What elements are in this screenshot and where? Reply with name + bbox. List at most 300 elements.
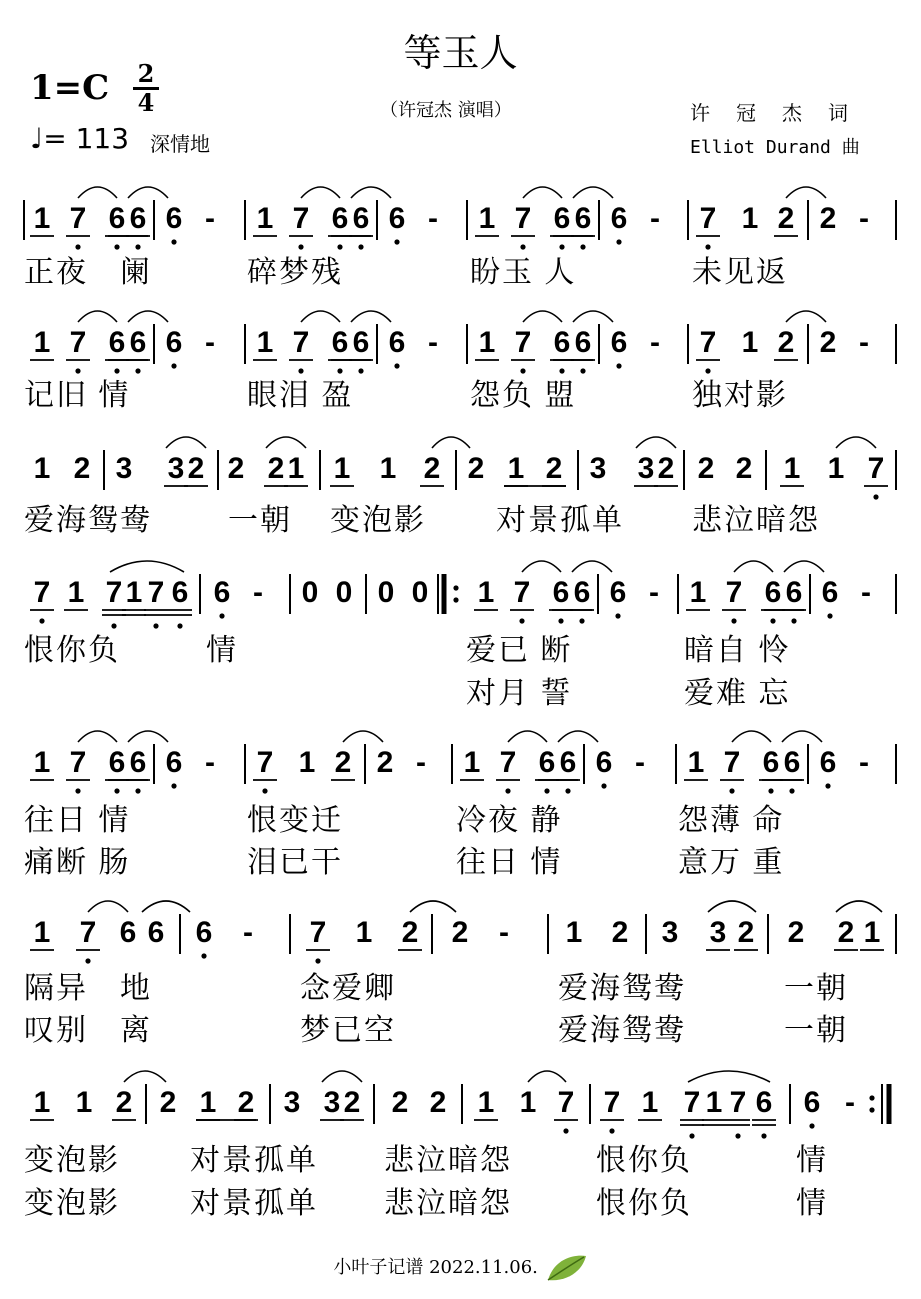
lyric-s7b-5: 情	[796, 1187, 828, 1220]
slur	[266, 437, 306, 448]
dash: -	[253, 576, 263, 609]
note-1: 1	[256, 202, 274, 235]
note-1: 1	[687, 746, 705, 779]
low-octave-dot	[520, 368, 525, 373]
note-7: 7	[867, 452, 885, 485]
note-6: 6	[552, 576, 570, 609]
low-octave-dot	[75, 788, 80, 793]
low-octave-dot	[791, 618, 796, 623]
low-octave-dot	[580, 368, 585, 373]
lyric-s7-3: 悲泣暗怨	[384, 1144, 512, 1177]
lyric-s1-2: 碎梦残	[247, 256, 343, 289]
low-octave-dot	[609, 1128, 614, 1133]
lyric-s5-4: 怨薄 命	[678, 804, 785, 837]
note-7: 7	[699, 326, 717, 359]
note-6: 6	[108, 746, 126, 779]
note-6: 6	[147, 916, 165, 949]
lyric-s7-4: 恨你负	[596, 1144, 692, 1177]
dash: -	[205, 326, 215, 359]
note-1: 1	[565, 916, 583, 949]
note-1: 1	[507, 452, 525, 485]
dash: -	[861, 576, 871, 609]
low-octave-dot	[75, 368, 80, 373]
note-6: 6	[165, 202, 183, 235]
note-7: 7	[729, 1086, 747, 1119]
low-octave-dot	[579, 618, 584, 623]
low-octave-dot	[563, 1128, 568, 1133]
note-7: 7	[69, 326, 87, 359]
note-6: 6	[785, 576, 803, 609]
note-7: 7	[499, 746, 517, 779]
lyric-s4b-1: 对月 誓	[466, 677, 573, 710]
slur	[110, 561, 184, 572]
note-6: 6	[352, 326, 370, 359]
note-7: 7	[725, 576, 743, 609]
note-1: 1	[287, 452, 305, 485]
lyric-s6-3: 爱海鸳鸯	[558, 972, 686, 1005]
note-7: 7	[513, 576, 531, 609]
dash: -	[243, 916, 253, 949]
note-6: 6	[595, 746, 613, 779]
note-6: 6	[129, 326, 147, 359]
note-1: 1	[477, 576, 495, 609]
tie-slur	[351, 187, 391, 198]
dash: -	[845, 1086, 855, 1119]
note-2: 2	[423, 452, 441, 485]
note-6: 6	[119, 916, 137, 949]
slur	[88, 901, 128, 912]
note-1: 1	[67, 576, 85, 609]
lyric-s3-1: 爱海鸳鸯	[24, 504, 152, 537]
dash: -	[428, 326, 438, 359]
footer-credit	[0, 1252, 921, 1284]
note-6: 6	[573, 576, 591, 609]
low-octave-dot	[735, 1133, 740, 1138]
tie-slur	[786, 187, 826, 198]
lyric-s3-3: 变泡影	[330, 504, 426, 537]
dash: -	[428, 202, 438, 235]
note-7: 7	[69, 202, 87, 235]
note-1: 1	[741, 202, 759, 235]
note-1: 1	[33, 202, 51, 235]
note-7: 7	[33, 576, 51, 609]
note-3: 3	[709, 916, 727, 949]
slur	[124, 1071, 166, 1082]
lyric-s7-5: 情	[796, 1144, 828, 1177]
note-0: 0	[411, 576, 429, 609]
slur	[322, 1071, 362, 1082]
note-2: 2	[697, 452, 715, 485]
low-octave-dot	[177, 623, 182, 628]
slur	[528, 1071, 566, 1082]
lyric-s5b-3: 往日 情	[456, 846, 563, 879]
lyric-s7b-4: 恨你负	[596, 1187, 692, 1220]
lyric-s1-4: 未见返	[692, 256, 788, 289]
note-6: 6	[352, 202, 370, 235]
note-7: 7	[309, 916, 327, 949]
lyric-s4-3: 爱已 断	[466, 634, 573, 667]
note-6: 6	[331, 202, 349, 235]
note-7: 7	[292, 326, 310, 359]
low-octave-dot	[789, 788, 794, 793]
note-6: 6	[129, 746, 147, 779]
tie-slur	[784, 561, 824, 572]
tie-slur	[572, 561, 612, 572]
lyric-s7b-2: 对景孤单	[190, 1187, 318, 1220]
note-2: 2	[545, 452, 563, 485]
note-3: 3	[589, 452, 607, 485]
note-7: 7	[514, 326, 532, 359]
note-2: 2	[451, 916, 469, 949]
lyric-s6-2: 念爱卿	[300, 972, 396, 1005]
low-octave-dot	[201, 953, 206, 958]
low-octave-dot	[85, 958, 90, 963]
low-octave-dot	[580, 244, 585, 249]
tie-slur	[573, 311, 613, 322]
slur	[410, 901, 456, 912]
low-octave-dot	[262, 788, 267, 793]
low-octave-dot	[565, 788, 570, 793]
low-octave-dot	[135, 244, 140, 249]
low-octave-dot	[337, 244, 342, 249]
note-6: 6	[165, 326, 183, 359]
low-octave-dot	[731, 618, 736, 623]
note-3: 3	[661, 916, 679, 949]
low-octave-dot	[337, 368, 342, 373]
tie-slur	[301, 311, 340, 322]
dash: -	[650, 326, 660, 359]
note-1: 1	[827, 452, 845, 485]
tie-slur	[78, 731, 117, 742]
slur	[142, 901, 190, 912]
note-6: 6	[610, 202, 628, 235]
note-2: 2	[73, 452, 91, 485]
repeat-dot	[869, 1095, 874, 1100]
low-octave-dot	[75, 244, 80, 249]
lyric-s5-3: 冷夜 静	[456, 804, 563, 837]
note-1: 1	[298, 746, 316, 779]
note-1: 1	[333, 452, 351, 485]
note-2: 2	[267, 452, 285, 485]
note-2: 2	[237, 1086, 255, 1119]
note-2: 2	[227, 452, 245, 485]
time-signature-top: 2	[137, 59, 155, 88]
note-2: 2	[187, 452, 205, 485]
note-2: 2	[819, 202, 837, 235]
song-title: 等玉人	[403, 31, 518, 75]
lyric-s6b-1: 叹别 离	[24, 1014, 152, 1047]
lyric-s4b-2: 爱难 忘	[684, 677, 791, 710]
note-6: 6	[821, 576, 839, 609]
low-octave-dot	[705, 244, 710, 249]
note-7: 7	[147, 576, 165, 609]
low-octave-dot	[39, 618, 44, 623]
low-octave-dot	[705, 368, 710, 373]
low-octave-dot	[135, 788, 140, 793]
note-1: 1	[256, 326, 274, 359]
low-octave-dot	[520, 244, 525, 249]
tie-slur	[732, 731, 771, 742]
dash: -	[859, 746, 869, 779]
note-2: 2	[334, 746, 352, 779]
note-1: 1	[125, 576, 143, 609]
lyric-s6b-3: 爱海鸳鸯	[558, 1014, 686, 1047]
expression-marking: 深情地	[150, 132, 210, 156]
lyric-s6-4: 一朝	[784, 972, 848, 1005]
lyric-s1-1: 正夜 阑	[24, 256, 152, 289]
low-octave-dot	[768, 788, 773, 793]
note-6: 6	[553, 326, 571, 359]
slur	[166, 437, 206, 448]
note-6: 6	[762, 746, 780, 779]
note-2: 2	[819, 326, 837, 359]
note-0: 0	[377, 576, 395, 609]
note-2: 2	[611, 916, 629, 949]
low-octave-dot	[809, 1123, 814, 1128]
low-octave-dot	[616, 363, 621, 368]
note-2: 2	[115, 1086, 133, 1119]
note-6: 6	[388, 326, 406, 359]
note-2: 2	[735, 452, 753, 485]
note-7: 7	[603, 1086, 621, 1119]
dash: -	[416, 746, 426, 779]
note-6: 6	[819, 746, 837, 779]
note-1: 1	[478, 202, 496, 235]
low-octave-dot	[219, 613, 224, 618]
lyric-s5-2: 恨变迁	[247, 804, 343, 837]
performer-credit: （许冠杰 演唱）	[380, 100, 512, 121]
tie-slur	[301, 187, 340, 198]
tie-slur	[573, 187, 613, 198]
composer-credit: Elliot Durand 曲	[690, 137, 860, 158]
dash: -	[635, 746, 645, 779]
note-1: 1	[75, 1086, 93, 1119]
tie-slur	[78, 187, 117, 198]
tie-slur	[508, 731, 547, 742]
note-1: 1	[33, 1086, 51, 1119]
note-1: 1	[741, 326, 759, 359]
note-6: 6	[803, 1086, 821, 1119]
note-0: 0	[335, 576, 353, 609]
note-6: 6	[574, 326, 592, 359]
lyric-s7-2: 对景孤单	[190, 1144, 318, 1177]
leaf-icon	[544, 1252, 588, 1284]
dash: -	[649, 576, 659, 609]
lyric-s5b-1: 痛断 肠	[24, 846, 131, 879]
transcriber-credit: 小叶子记谱 2022.11.06.	[333, 1257, 538, 1278]
note-1: 1	[33, 746, 51, 779]
note-6: 6	[574, 202, 592, 235]
tie-slur	[343, 731, 383, 742]
note-7: 7	[79, 916, 97, 949]
note-1: 1	[478, 326, 496, 359]
note-1: 1	[199, 1086, 217, 1119]
dash: -	[205, 746, 215, 779]
note-7: 7	[723, 746, 741, 779]
repeat-dot	[453, 585, 458, 590]
note-3: 3	[323, 1086, 341, 1119]
low-octave-dot	[171, 783, 176, 788]
low-octave-dot	[519, 618, 524, 623]
lyric-s3-4: 对景孤单	[496, 504, 624, 537]
low-octave-dot	[827, 613, 832, 618]
slur	[688, 1071, 770, 1082]
low-octave-dot	[761, 1133, 766, 1138]
lyric-s2-4: 独对影	[692, 379, 788, 412]
low-octave-dot	[544, 788, 549, 793]
note-3: 3	[167, 452, 185, 485]
tie-slur	[78, 311, 117, 322]
tie-slur	[351, 311, 391, 322]
note-7: 7	[292, 202, 310, 235]
note-1: 1	[355, 916, 373, 949]
tie-slur	[522, 561, 561, 572]
low-octave-dot	[171, 363, 176, 368]
slur	[836, 901, 882, 912]
note-1: 1	[33, 326, 51, 359]
note-1: 1	[783, 452, 801, 485]
lyric-s5-1: 往日 情	[24, 804, 131, 837]
note-2: 2	[467, 452, 485, 485]
note-6: 6	[213, 576, 231, 609]
note-6: 6	[764, 576, 782, 609]
note-2: 2	[787, 916, 805, 949]
note-6: 6	[108, 326, 126, 359]
low-octave-dot	[558, 618, 563, 623]
slur	[708, 901, 756, 912]
note-6: 6	[609, 576, 627, 609]
lyric-s4-2: 情	[206, 634, 238, 667]
slur	[432, 437, 470, 448]
low-octave-dot	[601, 783, 606, 788]
note-1: 1	[33, 916, 51, 949]
note-7: 7	[105, 576, 123, 609]
note-6: 6	[610, 326, 628, 359]
low-octave-dot	[114, 368, 119, 373]
note-6: 6	[195, 916, 213, 949]
low-octave-dot	[358, 368, 363, 373]
note-7: 7	[256, 746, 274, 779]
note-1: 1	[641, 1086, 659, 1119]
note-1: 1	[463, 746, 481, 779]
time-signature-bottom: 4	[137, 88, 155, 117]
low-octave-dot	[615, 613, 620, 618]
low-octave-dot	[616, 239, 621, 244]
dash: -	[859, 202, 869, 235]
low-octave-dot	[394, 239, 399, 244]
note-2: 2	[159, 1086, 177, 1119]
lyric-s6b-2: 梦已空	[300, 1014, 396, 1047]
note-1: 1	[33, 452, 51, 485]
note-2: 2	[391, 1086, 409, 1119]
note-2: 2	[737, 916, 755, 949]
note-1: 1	[705, 1086, 723, 1119]
lyric-s3-2: 一朝	[228, 504, 292, 537]
low-octave-dot	[505, 788, 510, 793]
low-octave-dot	[135, 368, 140, 373]
note-7: 7	[69, 746, 87, 779]
low-octave-dot	[559, 244, 564, 249]
low-octave-dot	[298, 244, 303, 249]
note-6: 6	[783, 746, 801, 779]
tie-slur	[734, 561, 773, 572]
tie-slur	[128, 187, 168, 198]
low-octave-dot	[298, 368, 303, 373]
lyric-s6-1: 隔异 地	[24, 972, 152, 1005]
note-6: 6	[755, 1086, 773, 1119]
low-octave-dot	[770, 618, 775, 623]
lyric-s3-5: 悲泣暗怨	[692, 504, 820, 537]
note-2: 2	[657, 452, 675, 485]
note-7: 7	[514, 202, 532, 235]
note-1: 1	[379, 452, 397, 485]
tie-slur	[558, 731, 598, 742]
note-2: 2	[376, 746, 394, 779]
note-6: 6	[108, 202, 126, 235]
lyric-s7-1: 变泡影	[24, 1144, 120, 1177]
low-octave-dot	[394, 363, 399, 368]
note-3: 3	[283, 1086, 301, 1119]
note-6: 6	[331, 326, 349, 359]
key-signature: 1=C	[30, 68, 110, 108]
low-octave-dot	[111, 623, 116, 628]
low-octave-dot	[873, 494, 878, 499]
note-7: 7	[683, 1086, 701, 1119]
lyric-s5b-2: 泪已干	[247, 846, 343, 879]
note-6: 6	[538, 746, 556, 779]
low-octave-dot	[559, 368, 564, 373]
note-1: 1	[519, 1086, 537, 1119]
tempo-marking: ♩= 113	[30, 122, 130, 155]
note-2: 2	[429, 1086, 447, 1119]
lyric-s2-3: 怨负 盟	[470, 379, 577, 412]
note-2: 2	[401, 916, 419, 949]
repeat-dot	[869, 1107, 874, 1112]
tie-slur	[523, 311, 562, 322]
lyric-s4-4: 暗自 怜	[684, 634, 791, 667]
lyric-s4-1: 恨你负	[24, 634, 120, 667]
low-octave-dot	[729, 788, 734, 793]
low-octave-dot	[825, 783, 830, 788]
note-2: 2	[777, 326, 795, 359]
note-6: 6	[388, 202, 406, 235]
lyric-s5b-4: 意万 重	[678, 846, 785, 879]
dash: -	[650, 202, 660, 235]
low-octave-dot	[114, 788, 119, 793]
note-2: 2	[837, 916, 855, 949]
dash: -	[499, 916, 509, 949]
low-octave-dot	[358, 244, 363, 249]
note-7: 7	[557, 1086, 575, 1119]
note-1: 1	[689, 576, 707, 609]
lyric-s2-2: 眼泪 盈	[247, 379, 354, 412]
lyric-s7b-1: 变泡影	[24, 1187, 120, 1220]
note-2: 2	[777, 202, 795, 235]
low-octave-dot	[315, 958, 320, 963]
lyric-s2-1: 记旧 情	[24, 379, 131, 412]
note-6: 6	[559, 746, 577, 779]
note-2: 2	[343, 1086, 361, 1119]
lyric-s7b-3: 悲泣暗怨	[384, 1187, 512, 1220]
note-3: 3	[115, 452, 133, 485]
tie-slur	[523, 187, 562, 198]
note-6: 6	[129, 202, 147, 235]
note-6: 6	[553, 202, 571, 235]
tie-slur	[128, 731, 168, 742]
note-3: 3	[637, 452, 655, 485]
low-octave-dot	[114, 244, 119, 249]
slur	[836, 437, 876, 448]
